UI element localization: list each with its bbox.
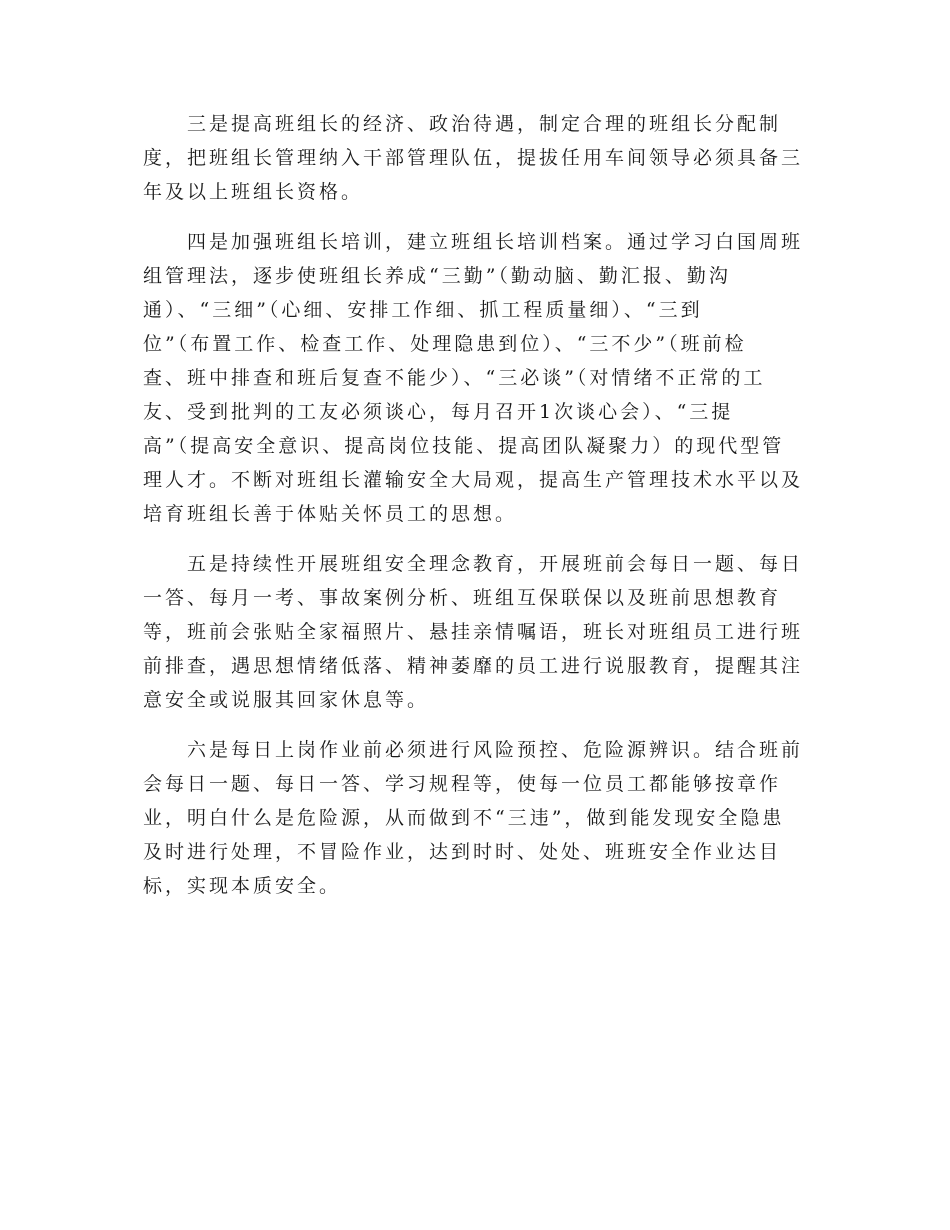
paragraph-5 <box>143 547 804 717</box>
paragraph-line: 年及以上班组长资格。 <box>143 181 364 203</box>
paragraph-4 <box>143 225 804 531</box>
paragraph-line: 三是提高班组长的经济、政治待遇，制定合理的班组长分配制 <box>187 113 782 135</box>
paragraph-line: 等，班前会张贴全家福照片、悬挂亲情嘱语，班长对班组员工进行班 <box>143 621 804 643</box>
paragraph-line: 位”（布置工作、检查工作、处理隐患到位）、“三不少”（班前检 <box>143 333 747 355</box>
paragraph-6 <box>143 733 804 903</box>
paragraph-line: 理人才。不断对班组长灌输安全大局观，提高生产管理技术水平以及 <box>143 469 804 491</box>
paragraph-line: 通）、“三细”（心细、安排工作细、抓工程质量细）、“三到 <box>143 299 703 321</box>
paragraph-line: 四是加强班组长培训，建立班组长培训档案。通过学习白国周班 <box>187 231 804 253</box>
paragraph-line: 标，实现本质安全。 <box>143 875 342 897</box>
paragraph-line: 业，明白什么是危险源，从而做到不“三违”，做到能发现安全隐患 <box>143 807 785 829</box>
paragraph-3 <box>143 107 804 209</box>
paragraph-line: 及时进行处理，不冒险作业，达到时时、处处、班班安全作业达目 <box>143 841 782 863</box>
paragraph-line: 培育班组长善于体贴关怀员工的思想。 <box>143 503 518 525</box>
paragraph-line: 意安全或说服其回家休息等。 <box>143 689 430 711</box>
paragraph-line: 五是持续性开展班组安全理念教育，开展班前会每日一题、每日 <box>187 553 804 575</box>
paragraph-line: 查、班中排查和班后复查不能少）、“三必谈”（对情绪不正常的工 <box>143 367 766 389</box>
paragraph-line: 会每日一题、每日一答、学习规程等，使每一位员工都能够按章作 <box>143 773 782 795</box>
paragraph-line: 高”（提高安全意识、提高岗位技能、提高团队凝聚力）的现代型管 <box>143 435 785 457</box>
paragraph-line: 六是每日上岗作业前必须进行风险预控、危险源辨识。结合班前 <box>187 739 804 761</box>
paragraph-line: 前排查，遇思想情绪低落、精神萎靡的员工进行说服教育，提醒其注 <box>143 655 804 677</box>
paragraph-line: 组管理法，逐步使班组长养成“三勤”（勤动脑、勤汇报、勤沟 <box>143 265 731 287</box>
paragraph-line: 友、受到批判的工友必须谈心，每月召开1次谈心会）、“三提 <box>143 401 734 423</box>
document-body <box>143 107 804 919</box>
paragraph-line: 度，把班组长管理纳入干部管理队伍，提拔任用车间领导必须具备三 <box>143 147 804 169</box>
paragraph-line: 一答、每月一考、事故案例分析、班组互保联保以及班前思想教育 <box>143 587 782 609</box>
